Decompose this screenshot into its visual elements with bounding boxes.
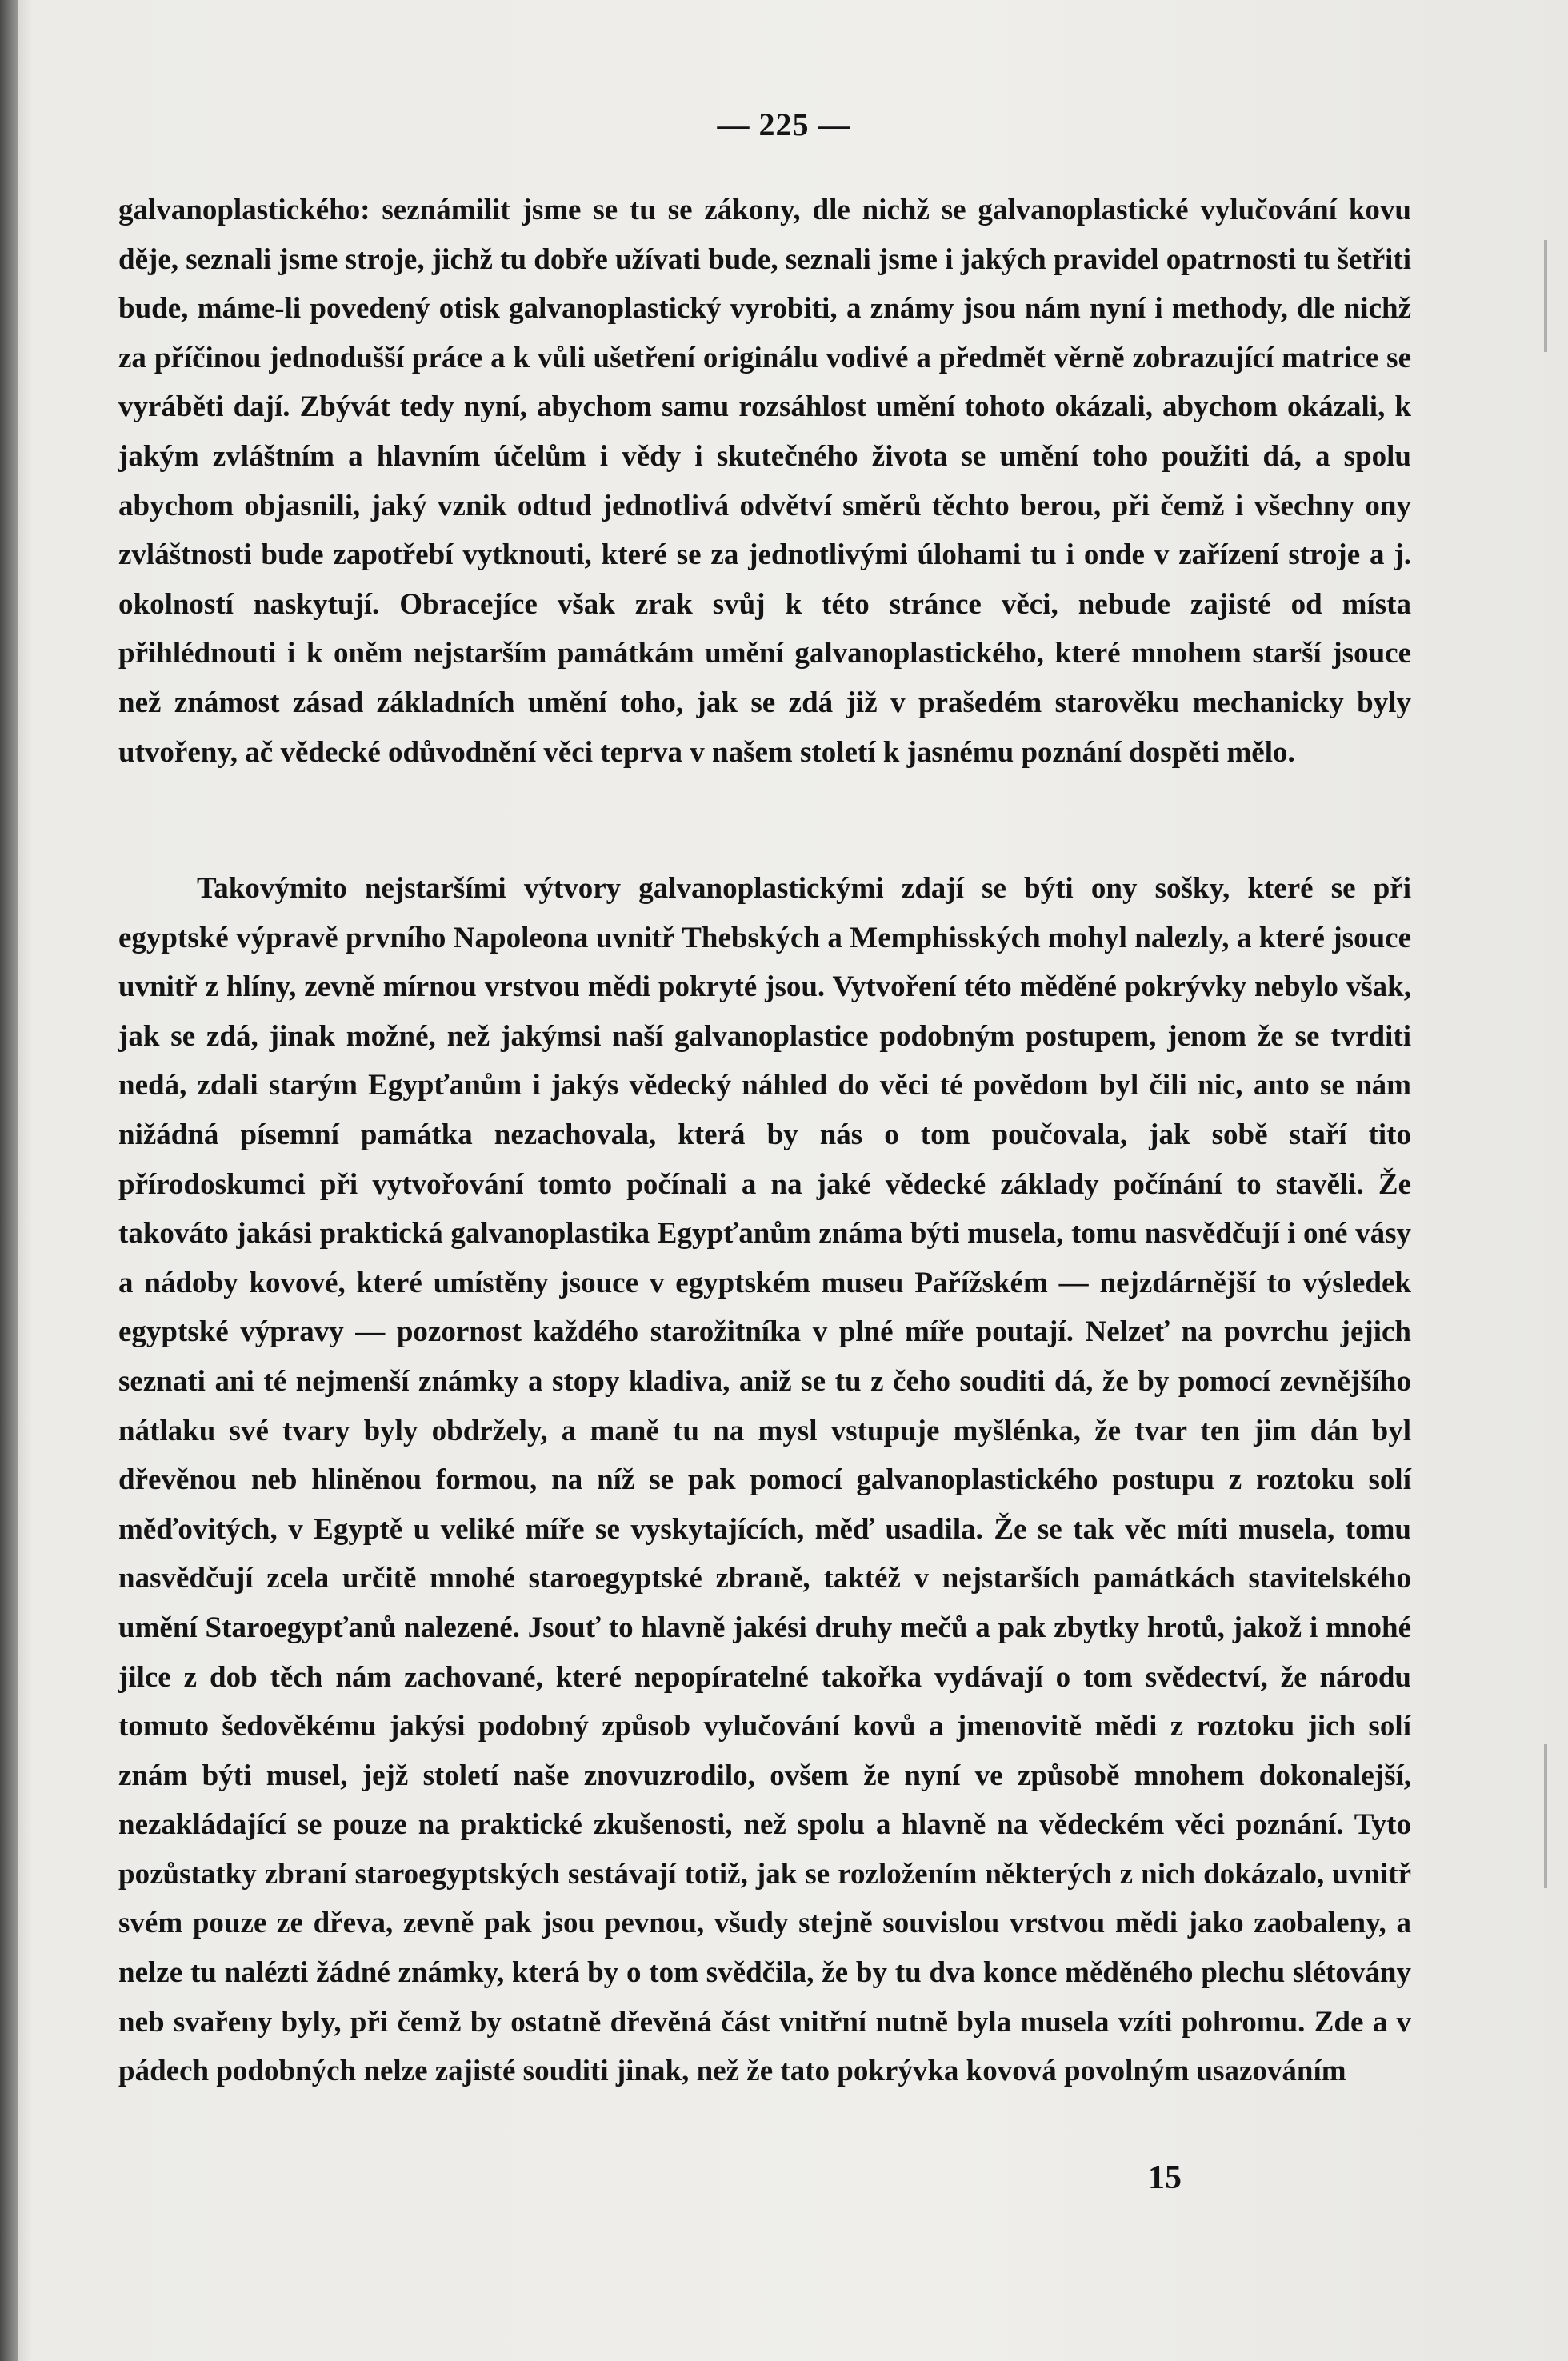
scan-margin-mark (1544, 240, 1547, 352)
scan-margin-mark (1544, 1744, 1547, 1888)
paragraph-2: Takovýmito nejstaršími výtvory galvanoplastickými zdají se býti ony sošky, které se při egyptské výpravě prvního Napoleona uvnitř Thebských a Memphisských mohyl nalezly, a které jsouce uvnitř z hlíny, zevně mírnou vrstvou mědi pokryté jsou. Vytvoření této měděné pokrývky nebylo však, jak se zdá, jinak možné, než jakýmsi naší galvanoplastice podobným postupem, jenom že se tvrditi nedá, zdali starým Egypťanům i jakýs vědecký náhled do věci té povědom byl čili nic, anto se nám nižádná písemní památka nezachovala, která by nás o tom poučovala, jak sobě staří tito přírodoskumci při vytvořování tomto počínali a na jaké vědecké základy počínání to stavěli. Že takováto jakási praktická galvanoplastika Egypťanům známa býti musela, tomu nasvědčují i oné vásy a nádoby kovové, které umístěny jsouce v egyptském museu Pařížském — nejzdárnější to výsledek egyptské výpravy — pozornost každého starožitníka v plné míře poutají. Nelzeť na povrchu jejich seznati ani té nejmenší známky a stopy kladiva, aniž se tu z čeho souditi dá, že by pomocí zevnějšího nátlaku své tvary byly obdržely, a maně tu na mysl vstupuje myšlénka, že tvar ten jim dán byl dřevěnou neb hliněnou formou, na níž se pak pomocí galvanoplastického postupu z roztoku solí měďovitých, v Egyptě u veliké míře se vyskytajících, měď usadila. Že se tak věc míti musela, tomu nasvědčují zcela určitě mnohé staroegyptské zbraně, taktéž v nejstarších památkách stavitelského umění Staroegypťanů nalezené. Jsouť to hlavně jakési druhy mečů a pak zbytky hrotů, jakož i mnohé jilce z dob těch nám zachované, které nepopíratelné takořka vydávají o tom svědectví, že národu tomuto šedověkému jakýsi podobný způsob vylučování kovů a jmenovitě mědi z roztoku jich solí znám býti musel, jejž století naše znovuzrodilo, ovšem že nyní ve způsobě mnohem dokonalejší, nezakládající se pouze na praktické zkušenosti, než spolu a hlavně na vědeckém věci poznání. Tyto pozůstatky zbraní staroegyptských sestávají totiž, jak se rozložením některých z nich dokázalo, uvnitř svém pouze ze dřeva, zevně pak jsou pevnou, všudy stejně souvislou vrstvou mědi jako zaobaleny, a nelze tu nalézti žádné známky, která by o tom svědčila, že by tu dva konce měděného plechu slétovány neb svařeny byly, při čemž by ostatně dřevěná část vnitřní nutně byla musela vzíti pohromu. Zde a v pádech podobných nelze zajisté souditi jinak, než že tato pokrývka kovová povolným usazováním (118, 872, 1411, 2088)
paragraph-1: galvanoplastického: seznámilit jsme se tu se zákony, dle nichž se galvanoplastické vylučování kovu děje, seznali jsme stroje, jichž tu dobře užívati bude, seznali jsme i jakých pravidel opatrnosti tu šetřiti bude, máme-li povedený otisk galvanoplastický vyrobiti, a známy jsou nám nyní i methody, dle nichž za příčinou jednodušší práce a k vůli ušetření originálu vodivé a předmět věrně zobrazující matrice se vyráběti dají. Zbývát tedy nyní, abychom samu rozsáhlost umění tohoto okázali, abychom okázali, k jakým zvláštním a hlavním účelům i vědy i skutečného života se umění toho použiti dá, a spolu abychom objasnili, jaký vznik odtud jednotlivá odvětví směrů těchto berou, při čemž i všechny ony zvláštnosti bude zapotřebí vytknouti, které se za jednotlivými úlohami tu i onde v zařízení stroje a j. okolností naskytují. Obracejíce však zrak svůj k této stránce věci, nebude zajisté od místa přihlédnouti i k oněm nejstarším památkám umění galvanoplastického, které mnohem starší jsouce než známost zásad základních umění toho, jak se zdá již v prašedém starověku mechanicky byly utvořeny, ač vědecké odůvodnění věci teprva v našem století k jasnému poznání dospěti mělo. (118, 194, 1411, 769)
signature-mark: 15 (1148, 2159, 1182, 2196)
page-number: — 225 — (717, 106, 851, 142)
